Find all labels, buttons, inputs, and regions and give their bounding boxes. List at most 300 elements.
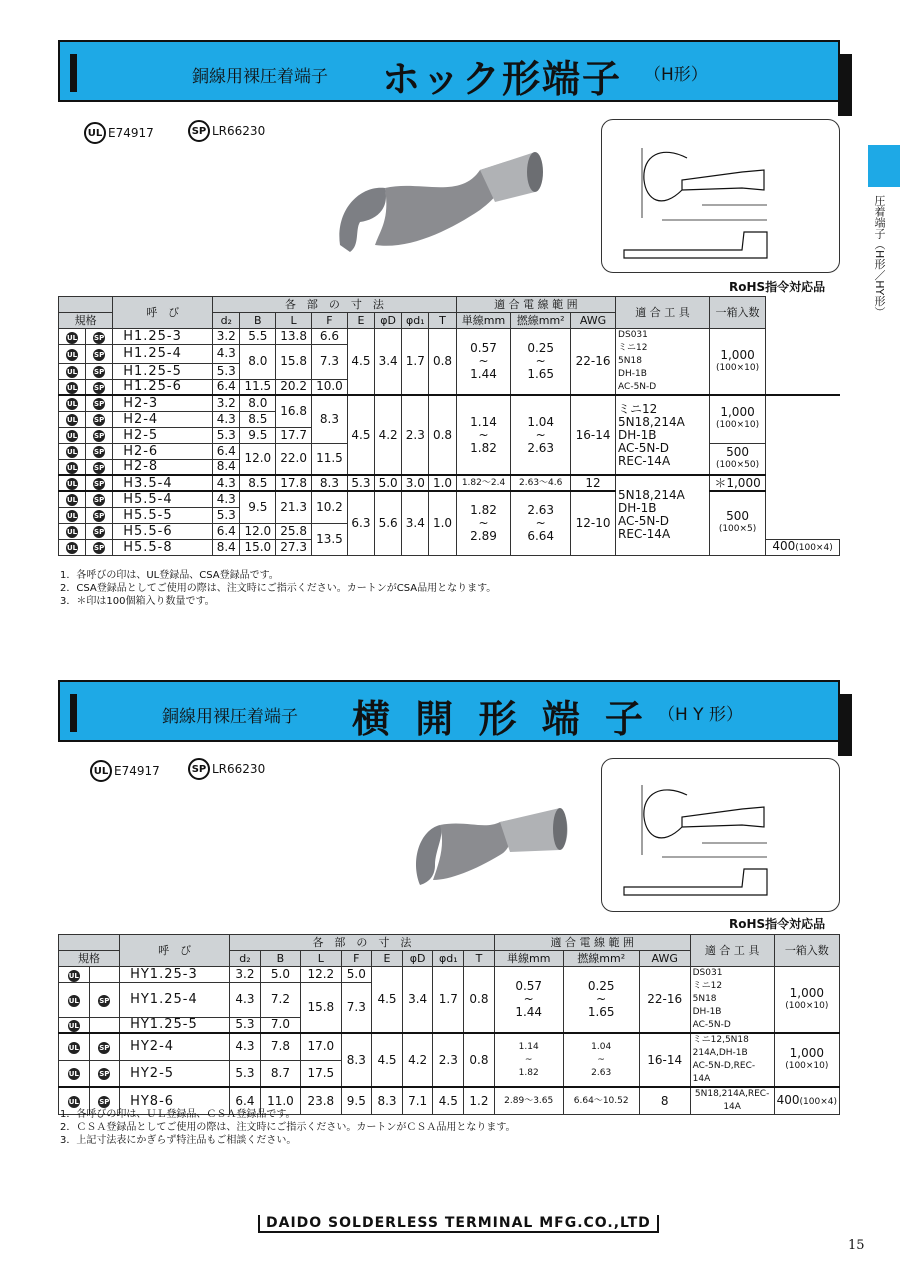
csa-certified-icon: SP xyxy=(94,448,105,456)
row-name: HY8-6 xyxy=(120,1087,230,1115)
col-b: B xyxy=(260,951,300,967)
csa-certified-icon: SP xyxy=(94,416,105,424)
cell-d1: 1.7 xyxy=(433,967,464,1034)
cell-box xyxy=(710,443,766,475)
col-box: 一箱入数 xyxy=(710,297,766,329)
tool-item: DH-1B xyxy=(692,1007,722,1017)
cell-l: 23.8 xyxy=(301,1087,341,1115)
cell-d2: 5.3 xyxy=(230,1017,261,1033)
cell-d2: 4.3 xyxy=(230,983,261,1018)
cell-l: 16.8 xyxy=(276,395,312,427)
row-name: HY1.25-5 xyxy=(120,1017,230,1033)
col-dims: 各 部 の 寸 法 xyxy=(230,935,495,951)
row-name: H2-5 xyxy=(113,427,213,443)
stranded-max: 2.63 xyxy=(527,440,555,455)
cell-b: 15.0 xyxy=(240,539,276,555)
ul-cert xyxy=(90,760,160,782)
banner-stripe xyxy=(70,54,77,92)
cell-b: 8.5 xyxy=(240,411,276,427)
section1-rohs: RoHS指令対応品 xyxy=(729,280,826,294)
single-min: 1.82 xyxy=(470,502,497,517)
cell-t: 0.8 xyxy=(429,329,456,396)
section2-banner xyxy=(58,680,840,742)
cell-d1: 1.7 xyxy=(402,329,429,396)
col-l: L xyxy=(301,951,341,967)
cell-single: 0.57 ~ 1.44 xyxy=(456,329,511,396)
row-name: H3.5-4 xyxy=(113,475,213,491)
box-qty: 400 xyxy=(776,1092,800,1107)
stranded-min: 0.25 xyxy=(587,979,615,993)
ul-listed-icon: UL xyxy=(68,1098,79,1106)
cell-l: 17.0 xyxy=(301,1033,341,1060)
tool-item: DH-1B xyxy=(618,501,657,516)
ul-listed-icon: UL xyxy=(66,512,78,520)
stranded-max: 1.65 xyxy=(587,1005,615,1019)
row-name: H2-3 xyxy=(113,395,213,411)
ul-listed-icon: UL xyxy=(68,1043,79,1052)
tool-item: AC-5N-D,REC-14A xyxy=(692,1061,756,1084)
col-d1: φd₁ xyxy=(402,313,429,329)
cell-tool xyxy=(690,1033,774,1087)
company-footer: DAIDO SOLDERLESS TERMINAL MFG.CO.,LTD xyxy=(258,1215,659,1233)
h-terminal-photo xyxy=(330,140,560,270)
section2-notes xyxy=(60,1108,516,1147)
col-tool: 適 合 工 具 xyxy=(690,935,774,967)
cell-d2: 5.3 xyxy=(213,363,240,379)
csa-certified-icon: SP xyxy=(94,383,105,392)
tool-item: REC-14A xyxy=(618,453,671,468)
csa-certified-icon: SP xyxy=(94,512,105,520)
cell-f: 8.3 xyxy=(341,1033,372,1087)
tool-item: ミニ12 xyxy=(692,981,723,991)
cell-t: 1.2 xyxy=(464,1087,495,1115)
col-wire: 適 合 電 線 範 囲 xyxy=(494,935,690,951)
cell-d2: 4.3 xyxy=(230,1033,261,1060)
cell-f: 8.3 xyxy=(312,475,348,491)
col-f: F xyxy=(341,951,372,967)
single-min: 1.14 xyxy=(470,414,497,429)
cell-d2: 3.2 xyxy=(230,967,261,983)
section1-title: ホック形端子 xyxy=(382,57,623,101)
cell-single: 2.89～3.65 xyxy=(494,1087,563,1115)
single-max: 1.82 xyxy=(470,440,497,455)
cell-box xyxy=(710,395,766,443)
section2-code: （H Y 形） xyxy=(658,705,743,725)
row-name: H2-4 xyxy=(113,411,213,427)
cell-box xyxy=(766,539,840,555)
csa-cert-number: LR66230 xyxy=(212,124,266,138)
cell-box xyxy=(774,1033,839,1087)
cell-f: 11.5 xyxy=(312,443,348,475)
tool-item: DS031 xyxy=(618,330,648,340)
col-spec: 規格 xyxy=(59,951,120,967)
ul-listed-icon: UL xyxy=(66,368,78,376)
note-item: 2．ＣＳＡ登録品としてご使用の際は、注文時にご指示ください。カートンがＣＳＡ品用となります。 xyxy=(60,1122,516,1133)
row-name: HY1.25-3 xyxy=(120,967,230,983)
cell-stranded: 1.04 ~ 2.63 xyxy=(563,1033,639,1087)
table-row xyxy=(59,395,840,411)
csa-certified-icon: SP xyxy=(94,432,105,440)
csa-certified-icon: SP xyxy=(94,463,105,472)
csa-certified-icon: SP xyxy=(94,496,105,505)
row-name: H5.5-5 xyxy=(113,507,213,523)
box-qty: 1,000 xyxy=(720,347,755,362)
cell-d: 4.2 xyxy=(375,395,402,475)
cell-l: 17.8 xyxy=(276,475,312,491)
ul-cert-number: E74917 xyxy=(114,764,160,778)
cell-d2: 8.4 xyxy=(213,459,240,475)
cell-d2: 8.4 xyxy=(213,539,240,555)
col-b: B xyxy=(240,313,276,329)
note-item: 3．上記寸法表にかぎらず特注品もご相談ください。 xyxy=(60,1135,297,1146)
ul-listed-icon: UL xyxy=(66,350,78,359)
cell-stranded: 6.64～10.52 xyxy=(563,1087,639,1115)
cell-d2: 4.3 xyxy=(213,475,240,491)
ul-cert xyxy=(84,122,154,144)
cell-b: 7.8 xyxy=(260,1033,300,1060)
hy-terminal-photo xyxy=(405,790,580,900)
row-name: H5.5-6 xyxy=(113,523,213,539)
tool-item: REC-14A xyxy=(618,527,671,542)
cell-b: 7.0 xyxy=(260,1017,300,1033)
section1-subtitle: 銅線用裸圧着端子 xyxy=(192,67,328,87)
ul-listed-icon: UL xyxy=(66,416,78,424)
cell-e: 6.3 xyxy=(347,491,374,555)
cell-awg: 8 xyxy=(639,1087,690,1115)
col-awg: AWG xyxy=(571,313,616,329)
stranded-min: 1.04 xyxy=(527,414,555,429)
ul-listed-icon: UL xyxy=(66,383,78,392)
csa-certified-icon: SP xyxy=(188,120,210,142)
single-max: 1.44 xyxy=(470,367,497,381)
cell-d1: 3.4 xyxy=(402,491,429,555)
cell-d2: 4.3 xyxy=(213,345,240,364)
section1-spec-table xyxy=(58,296,840,556)
cell-box xyxy=(774,967,839,1034)
cell-single: 1.82～2.4 xyxy=(456,475,511,491)
ul-listed-icon: UL xyxy=(66,480,78,488)
cell-d1: 2.3 xyxy=(402,395,429,475)
box-qty-sub: (100×4) xyxy=(795,542,833,553)
csa-certified-icon: SP xyxy=(188,758,210,780)
box-qty-sub: (100×10) xyxy=(715,420,760,431)
note-item: 1．各呼びの印は、UL登録品、CSA登録品です。 xyxy=(60,570,279,581)
cell-f: 13.5 xyxy=(312,523,348,555)
cell-single: 1.14 ~ 1.82 xyxy=(456,395,511,475)
stranded-max: 6.64 xyxy=(527,528,555,543)
cell-b: 8.7 xyxy=(260,1060,300,1087)
col-d: φD xyxy=(375,313,402,329)
cell-f: 7.3 xyxy=(341,983,372,1034)
cell-d2: 5.3 xyxy=(213,427,240,443)
section2-rohs: RoHS指令対応品 xyxy=(729,917,826,931)
cell-stranded: 1.04 ~ 2.63 xyxy=(511,395,571,475)
tool-item: 5N18 xyxy=(618,356,642,366)
ul-listed-icon: UL xyxy=(66,400,78,409)
cell-single: 1.14 ~ 1.82 xyxy=(494,1033,563,1087)
stranded-max: 1.65 xyxy=(527,367,555,381)
cell-d: 5.0 xyxy=(375,475,402,491)
box-qty-sub: (100×50) xyxy=(715,459,760,470)
ul-listed-icon: UL xyxy=(66,333,78,342)
ul-cert-number: E74917 xyxy=(108,126,154,140)
col-single: 単線mm xyxy=(494,951,563,967)
box-qty: 1,000 xyxy=(789,1046,824,1060)
ul-listed-icon: UL xyxy=(66,432,78,440)
col-t: T xyxy=(464,951,495,967)
single-max: 2.89 xyxy=(470,528,497,543)
cell-t: 0.8 xyxy=(464,1033,495,1087)
cell-f: 7.3 xyxy=(312,345,348,380)
stranded-min: 0.25 xyxy=(527,341,555,355)
col-stranded: 撚線mm² xyxy=(563,951,639,967)
single-min: 0.57 xyxy=(515,979,543,993)
tool-item: AC-5N-D xyxy=(618,440,669,455)
cell-b: 12.0 xyxy=(240,443,276,475)
cell-b: 8.0 xyxy=(240,395,276,411)
cell-d2: 5.3 xyxy=(213,507,240,523)
csa-certified-icon: SP xyxy=(94,480,105,488)
cell-b: 11.5 xyxy=(240,379,276,395)
col-d: φD xyxy=(402,951,433,967)
col-wire: 適 合 電 線 範 囲 xyxy=(456,297,615,313)
csa-certified-icon: SP xyxy=(99,1098,110,1106)
box-qty-sub: (100×10) xyxy=(715,362,760,373)
ul-listed-icon: UL xyxy=(90,760,112,782)
ul-listed-icon: UL xyxy=(66,528,78,536)
cell-f: 5.0 xyxy=(341,967,372,983)
cell-d2: 6.4 xyxy=(213,379,240,395)
note-item: 2．CSA登録品としてご使用の際は、注文時にご指示ください。カートンがCSA品用となります。 xyxy=(60,583,497,594)
cell-stranded: 0.25 ~ 1.65 xyxy=(563,967,639,1034)
cell-f: 6.6 xyxy=(312,329,348,345)
tool-item: DH-1B xyxy=(618,369,647,379)
tool-item: DS031 xyxy=(692,968,723,978)
box-qty: 500 xyxy=(726,509,749,524)
section1-banner xyxy=(58,40,840,102)
col-l: L xyxy=(276,313,312,329)
csa-cert xyxy=(188,758,265,780)
cell-t: 0.8 xyxy=(464,967,495,1034)
box-qty: 500 xyxy=(726,444,749,459)
single-max: 1.44 xyxy=(515,1005,543,1019)
tool-item: 5N18 xyxy=(692,994,717,1004)
ul-listed-icon: UL xyxy=(66,544,78,552)
row-name: H2-6 xyxy=(113,443,213,459)
single-min: 1.14 xyxy=(518,1041,539,1052)
cell-e: 4.5 xyxy=(372,967,403,1034)
col-awg: AWG xyxy=(639,951,690,967)
cell-box xyxy=(710,491,766,555)
section1-code: （H形） xyxy=(644,65,708,85)
cell-l: 15.8 xyxy=(276,345,312,380)
note-item: 3．＊印は100個箱入り数量です。 xyxy=(60,596,215,607)
row-name: H1.25-6 xyxy=(113,379,213,395)
cell-d2: 6.4 xyxy=(213,523,240,539)
tool-item: 214A,DH-1B xyxy=(692,1048,748,1058)
cell-l: 27.3 xyxy=(276,539,312,555)
row-name: H1.25-4 xyxy=(113,345,213,364)
cell-d1: 4.5 xyxy=(433,1087,464,1115)
ul-listed-icon: UL xyxy=(66,496,78,505)
cell-b: 11.0 xyxy=(260,1087,300,1115)
page-number: 15 xyxy=(848,1238,865,1253)
col-stranded: 撚線mm² xyxy=(511,313,571,329)
table-row xyxy=(59,475,840,491)
cell-d1: 3.0 xyxy=(402,475,429,491)
cell-d2: 6.4 xyxy=(213,443,240,459)
row-name: HY2-5 xyxy=(120,1060,230,1087)
cell-l: 12.2 xyxy=(301,967,341,983)
table-row xyxy=(59,1033,840,1060)
cell-b: 5.5 xyxy=(240,329,276,345)
banner-shadow xyxy=(838,54,852,116)
col-name: 呼 び xyxy=(120,935,230,967)
col-f: F xyxy=(312,313,348,329)
cell-l: 20.2 xyxy=(276,379,312,395)
section2-spec-table xyxy=(58,934,840,1115)
cell-d2: 3.2 xyxy=(213,329,240,345)
banner-stripe xyxy=(70,694,77,732)
side-tab-label: 圧着端子（H形／HY形） xyxy=(873,195,886,318)
cell-awg: 16-14 xyxy=(571,395,616,475)
box-qty: 1,000 xyxy=(789,985,824,1000)
csa-certified-icon: SP xyxy=(94,368,105,376)
tool-item: AC-5N-D xyxy=(618,382,657,392)
banner-shadow xyxy=(838,694,852,756)
tool-item: 5N18,214A xyxy=(618,488,685,503)
col-spec: 規格 xyxy=(59,313,113,329)
cell-l: 17.5 xyxy=(301,1060,341,1087)
cell-t: 1.0 xyxy=(429,475,456,491)
cell-d2: 4.3 xyxy=(213,491,240,507)
cell-stranded: 2.63～4.6 xyxy=(511,475,571,491)
ul-listed-icon: UL xyxy=(66,463,78,472)
cell-d: 3.4 xyxy=(375,329,402,396)
cell-box: ＊1,000 xyxy=(710,475,766,491)
cell-box xyxy=(710,329,766,396)
stranded-min: 1.04 xyxy=(591,1041,612,1052)
cell-l: 17.7 xyxy=(276,427,312,443)
cell-d1: 2.3 xyxy=(433,1033,464,1087)
box-qty-sub: (100×5) xyxy=(718,524,757,535)
cell-awg: 12-10 xyxy=(571,491,616,555)
col-name: 呼 び xyxy=(113,297,213,329)
cell-d2: 6.4 xyxy=(230,1087,261,1115)
cell-f: 10.0 xyxy=(312,379,348,395)
csa-certified-icon: SP xyxy=(94,333,105,342)
hy-dimension-diagram xyxy=(601,758,840,912)
cell-b: 7.2 xyxy=(260,983,300,1018)
cell-e: 4.5 xyxy=(372,1033,403,1087)
cell-awg: 16-14 xyxy=(639,1033,690,1087)
col-e: E xyxy=(372,951,403,967)
h-dimension-diagram xyxy=(601,119,840,273)
col-dims: 各 部 の 寸 法 xyxy=(213,297,456,313)
table-row xyxy=(59,491,840,507)
single-max: 1.82 xyxy=(518,1067,539,1078)
csa-certified-icon: SP xyxy=(94,400,105,409)
tool-item: 5N18,214A xyxy=(618,414,685,429)
cell-single: 1.82 ~ 2.89 xyxy=(456,491,511,555)
ul-listed-icon: UL xyxy=(84,122,106,144)
cell-l: 15.8 xyxy=(301,983,341,1034)
cell-b: 8.5 xyxy=(240,475,276,491)
row-name: H5.5-8 xyxy=(113,539,213,555)
box-qty-sub: (100×10) xyxy=(785,1061,829,1071)
cell-box xyxy=(774,1087,839,1115)
stranded-max: 2.63 xyxy=(591,1067,612,1078)
col-single: 単線mm xyxy=(456,313,511,329)
col-d1: φd₁ xyxy=(433,951,464,967)
tool-item: AC-5N-D xyxy=(618,514,669,529)
cell-d: 4.2 xyxy=(402,1033,433,1087)
csa-certified-icon: SP xyxy=(99,996,110,1005)
cell-e: 4.5 xyxy=(347,329,374,396)
cell-e: 4.5 xyxy=(347,395,374,475)
box-qty-sub: (100×10) xyxy=(785,1000,829,1011)
cell-tool xyxy=(616,475,710,555)
cell-t: 1.0 xyxy=(429,491,456,555)
cell-b: 12.0 xyxy=(240,523,276,539)
box-qty-sub: (100×4) xyxy=(799,1096,837,1107)
cell-d: 7.1 xyxy=(402,1087,433,1115)
col-d2: d₂ xyxy=(230,951,261,967)
cell-awg: 22-16 xyxy=(639,967,690,1034)
cell-l: 22.0 xyxy=(276,443,312,475)
col-tool: 適 合 工 具 xyxy=(616,297,710,329)
tool-item: ミニ12 xyxy=(618,401,658,416)
cell-b: 5.0 xyxy=(260,967,300,983)
cell-d2: 3.2 xyxy=(213,395,240,411)
ul-listed-icon: UL xyxy=(68,996,79,1005)
row-name: H1.25-5 xyxy=(113,363,213,379)
csa-cert-number: LR66230 xyxy=(212,762,266,776)
single-min: 0.57 xyxy=(470,341,497,355)
csa-certified-icon: SP xyxy=(99,1043,110,1052)
csa-certified-icon: SP xyxy=(94,544,105,552)
cell-l: 21.3 xyxy=(276,491,312,523)
cell-t: 0.8 xyxy=(429,395,456,475)
row-name: H1.25-3 xyxy=(113,329,213,345)
cell-awg: 22-16 xyxy=(571,329,616,396)
col-e: E xyxy=(347,313,374,329)
tool-item: ミニ12 xyxy=(618,343,648,353)
tool-item: DH-1B xyxy=(618,427,657,442)
section2-title: 横 開 形 端 子 xyxy=(352,697,649,741)
cell-b: 9.5 xyxy=(240,427,276,443)
section2-subtitle: 銅線用裸圧着端子 xyxy=(162,707,298,727)
cell-d: 5.6 xyxy=(375,491,402,555)
table-row xyxy=(59,329,840,345)
cell-tool xyxy=(616,395,710,475)
cell-single: 0.57 ~ 1.44 xyxy=(494,967,563,1034)
csa-certified-icon: SP xyxy=(94,528,105,536)
cell-b: 8.0 xyxy=(240,345,276,380)
side-tab xyxy=(868,145,900,187)
cell-stranded: 0.25 ~ 1.65 xyxy=(511,329,571,396)
note-item: 1．各呼びの印は、ＵＬ登録品、ＣＳＡ登録品です。 xyxy=(60,1109,296,1120)
ul-listed-icon: UL xyxy=(68,1070,79,1079)
section1-notes xyxy=(60,569,496,608)
csa-cert xyxy=(188,120,265,142)
cell-l: 13.8 xyxy=(276,329,312,345)
ul-listed-icon: UL xyxy=(68,1021,79,1030)
col-t: T xyxy=(429,313,456,329)
cell-f: 10.2 xyxy=(312,491,348,523)
cell-e: 8.3 xyxy=(372,1087,403,1115)
row-name: H2-8 xyxy=(113,459,213,475)
